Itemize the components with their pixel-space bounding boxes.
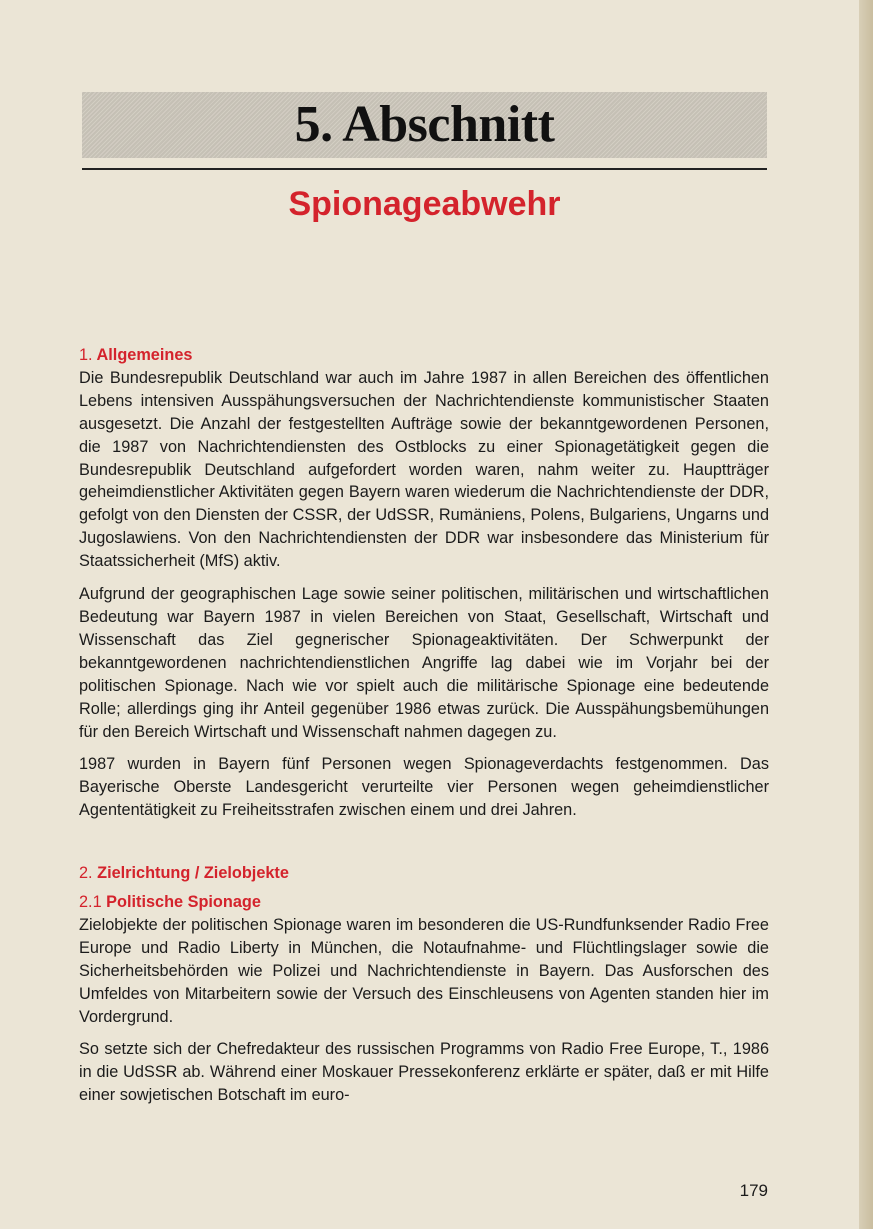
heading-text: Zielrichtung / Zielobjekte xyxy=(97,864,289,883)
heading-politische-spionage xyxy=(79,891,769,914)
paragraph-3: 1987 wurden in Bayern fünf Personen wegen Spionageverdachts festgenommen. Das Bayerische Oberste Landesgericht verurteilte vier Personen wegen geheimdienstlicher Agententätigkeit zu Freiheitsstrafen zwischen einem und drei Jahren. xyxy=(79,755,769,820)
page-number: 179 xyxy=(739,1181,768,1200)
chapter-rule xyxy=(82,168,767,170)
section-title: Spionageabwehr xyxy=(288,185,561,223)
paragraph-4: Zielobjekte der politischen Spionage waren im besonderen die US-Rundfunksender Radio Free Europe und Radio Liberty in München, die Notaufnahme- und Flüchtlingslager sowie die Sicherheitsbehörden wie Polizei und Nachrichtendienste in Bayern. Das Ausforschen des Umfeldes von Mitarbeitern sowie der Versuch des Einschleusens von Agenten standen hier im Vordergrund. xyxy=(79,915,769,1026)
paragraph-5: So setzte sich der Chefredakteur des russischen Programms von Radio Free Europe, T., 1986 in die UdSSR ab. Während einer Moskauer Pressekonferenz erklärte er später, daß er mit Hilfe einer sowjetischen Botschaft im euro- xyxy=(79,1040,769,1105)
heading-text: Allgemeines xyxy=(96,346,193,364)
document-body xyxy=(79,344,769,1107)
heading-text: Politische Spionage xyxy=(106,893,261,912)
heading-number: 2.1 xyxy=(79,893,102,912)
paragraph-2: Aufgrund der geographischen Lage sowie seiner politischen, militärischen und wirtschaftlichen Bedeutung war Bayern 1987 in vielen Bereichen von Staat, Gesellschaft, Wirtschaft und Wissenschaft das Ziel gegnerischer Spionageaktivitäten. Der Schwerpunkt der bekanntgewordenen nachrichtendienstlichen Angriffe lag dabei wie im Vorjahr bei der politischen Spionage. Nach wie vor spielt auch die militärische Spionage eine bedeutende Rolle; allerdings ging ihr Anteil gegenüber 1986 etwas zurück. Die Ausspähungsbemühungen für den Bereich Wirtschaft und Wissenschaft nahmen dagegen zu. xyxy=(79,585,769,741)
heading-number: 1. xyxy=(79,346,93,364)
paragraph-1: Die Bundesrepublik Deutschland war auch im Jahre 1987 in allen Bereichen des öffentlichen Lebens intensiven Ausspähungsversuchen der Nachrichtendienste kommunistischer Staaten ausgesetzt. Die Anzahl der festgestellten Aufträge sowie der bekanntgewordenen Personen, die 1987 von Nachrichtendiensten des Ostblocks zu einer Spionagetätigkeit gegen die Bundesrepublik Deutschland aufgefordert worden waren, nahm weiter zu. Hauptträger geheimdienstlicher Aktivitäten gegen Bayern waren wiederum die Nachrichtendienste der DDR, gefolgt von den Diensten der CSSR, der UdSSR, Rumäniens, Polens, Bulgariens, Ungarns und Jugoslawiens. Von den Nachrichtendiensten der DDR war insbesondere das Ministerium für Staatssicherheit (MfS) aktiv. xyxy=(79,368,769,571)
chapter-title: 5. Abschnitt xyxy=(294,96,555,153)
heading-number: 2. xyxy=(79,864,93,883)
heading-zielrichtung xyxy=(79,862,769,885)
heading-allgemeines xyxy=(79,344,769,367)
page-edge xyxy=(859,0,873,1229)
